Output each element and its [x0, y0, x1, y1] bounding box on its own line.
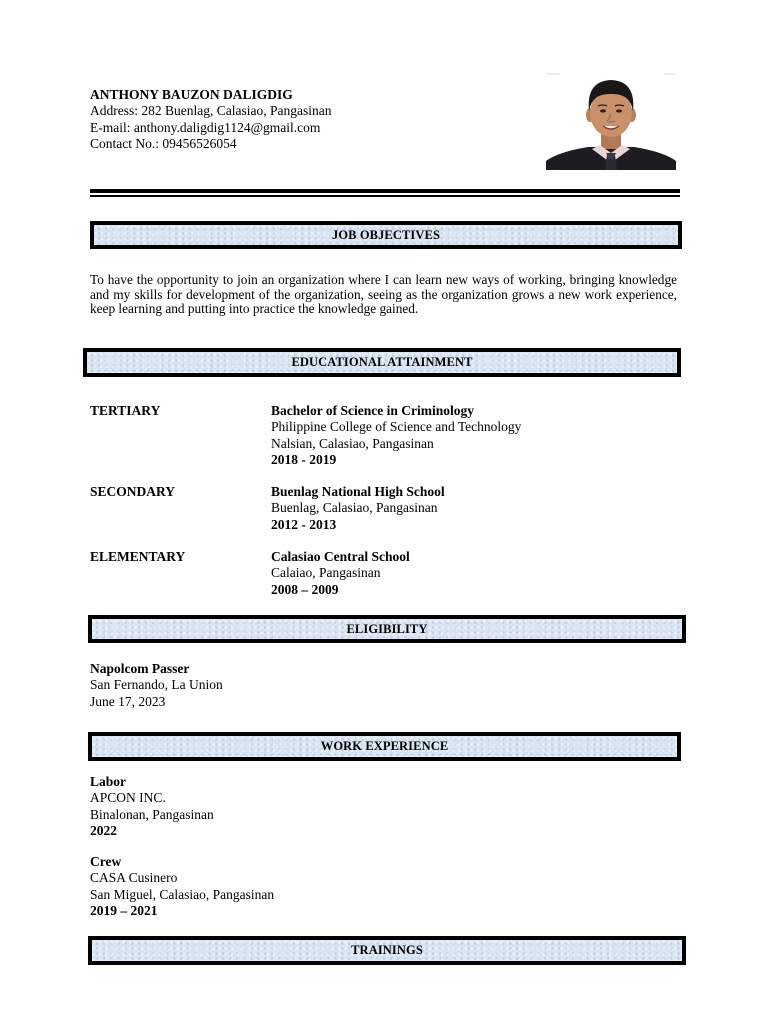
education-years: 2018 - 2019: [271, 451, 337, 467]
work-entry: [90, 774, 214, 839]
section-title: ELIGIBILITY: [346, 621, 428, 636]
section-header-work-experience: [88, 732, 681, 761]
work-company: CASA Cusinero: [90, 870, 178, 886]
header-divider-thick: [90, 189, 680, 193]
eligibility-line: San Fernando, La Union: [90, 677, 223, 693]
address-line: Address: 282 Buenlag, Calasiao, Pangasinan: [90, 103, 332, 119]
education-entry: [271, 549, 410, 598]
education-level: SECONDARY: [90, 484, 176, 499]
education-years: 2008 – 2009: [271, 581, 339, 597]
section-header-educational-attainment: [83, 348, 681, 377]
section-header-eligibility: [88, 615, 686, 643]
education-line: Buenlag, Calasiao, Pangasinan: [271, 500, 438, 516]
work-location: San Miguel, Calasiao, Pangasinan: [90, 886, 275, 902]
applicant-name: ANTHONY BAUZON DALIGDIG: [90, 87, 293, 102]
section-header-job-objectives: [90, 221, 682, 249]
work-years: 2022: [90, 822, 117, 838]
work-company: APCON INC.: [90, 790, 166, 806]
education-entry: [271, 403, 521, 468]
education-level: TERTIARY: [90, 403, 161, 418]
header-divider-thin: [90, 195, 680, 197]
eligibility-line: June 17, 2023: [90, 693, 166, 709]
profile-photo: [546, 73, 676, 170]
section-title: JOB OBJECTIVES: [331, 227, 441, 242]
contact-number-line: Contact No.: 09456526054: [90, 135, 237, 151]
work-position: Crew: [90, 854, 122, 869]
education-entry: [271, 484, 445, 533]
education-heading: Buenlag National High School: [271, 484, 445, 499]
section-title: WORK EXPERIENCE: [320, 739, 449, 753]
eligibility-heading: Napolcom Passer: [90, 661, 190, 676]
education-years: 2012 - 2013: [271, 516, 337, 532]
education-heading: Calasiao Central School: [271, 549, 410, 564]
work-location: Binalonan, Pangasinan: [90, 806, 214, 822]
work-years: 2019 – 2021: [90, 902, 158, 918]
education-line: Philippine College of Science and Technology: [271, 419, 522, 435]
education-line: Nalsian, Calasiao, Pangasinan: [271, 435, 434, 451]
education-level-label: [90, 549, 185, 565]
section-title: TRAININGS: [351, 943, 423, 957]
section-title: EDUCATIONAL ATTAINMENT: [291, 355, 473, 369]
job-objective-paragraph: To have the opportunity to join an organization where I can learn new ways of working, bringing knowledge and my skills for development of the organization, seeing as the organization grows a new work experience, keep learning and putting into practice the knowledge gained.: [90, 272, 677, 317]
eligibility-entry: [90, 661, 223, 710]
education-level: ELEMENTARY: [90, 549, 186, 564]
education-line: Calaiao, Pangasinan: [271, 565, 381, 581]
work-entry: [90, 854, 274, 919]
education-level-label: [90, 484, 175, 500]
section-header-trainings: [88, 936, 686, 965]
education-level-label: [90, 403, 160, 419]
contact-header: [90, 87, 331, 152]
work-position: Labor: [90, 774, 127, 789]
email-line: E-mail: anthony.daligdig1124@gmail.com: [90, 119, 321, 135]
education-heading: Bachelor of Science in Criminology: [271, 403, 474, 418]
